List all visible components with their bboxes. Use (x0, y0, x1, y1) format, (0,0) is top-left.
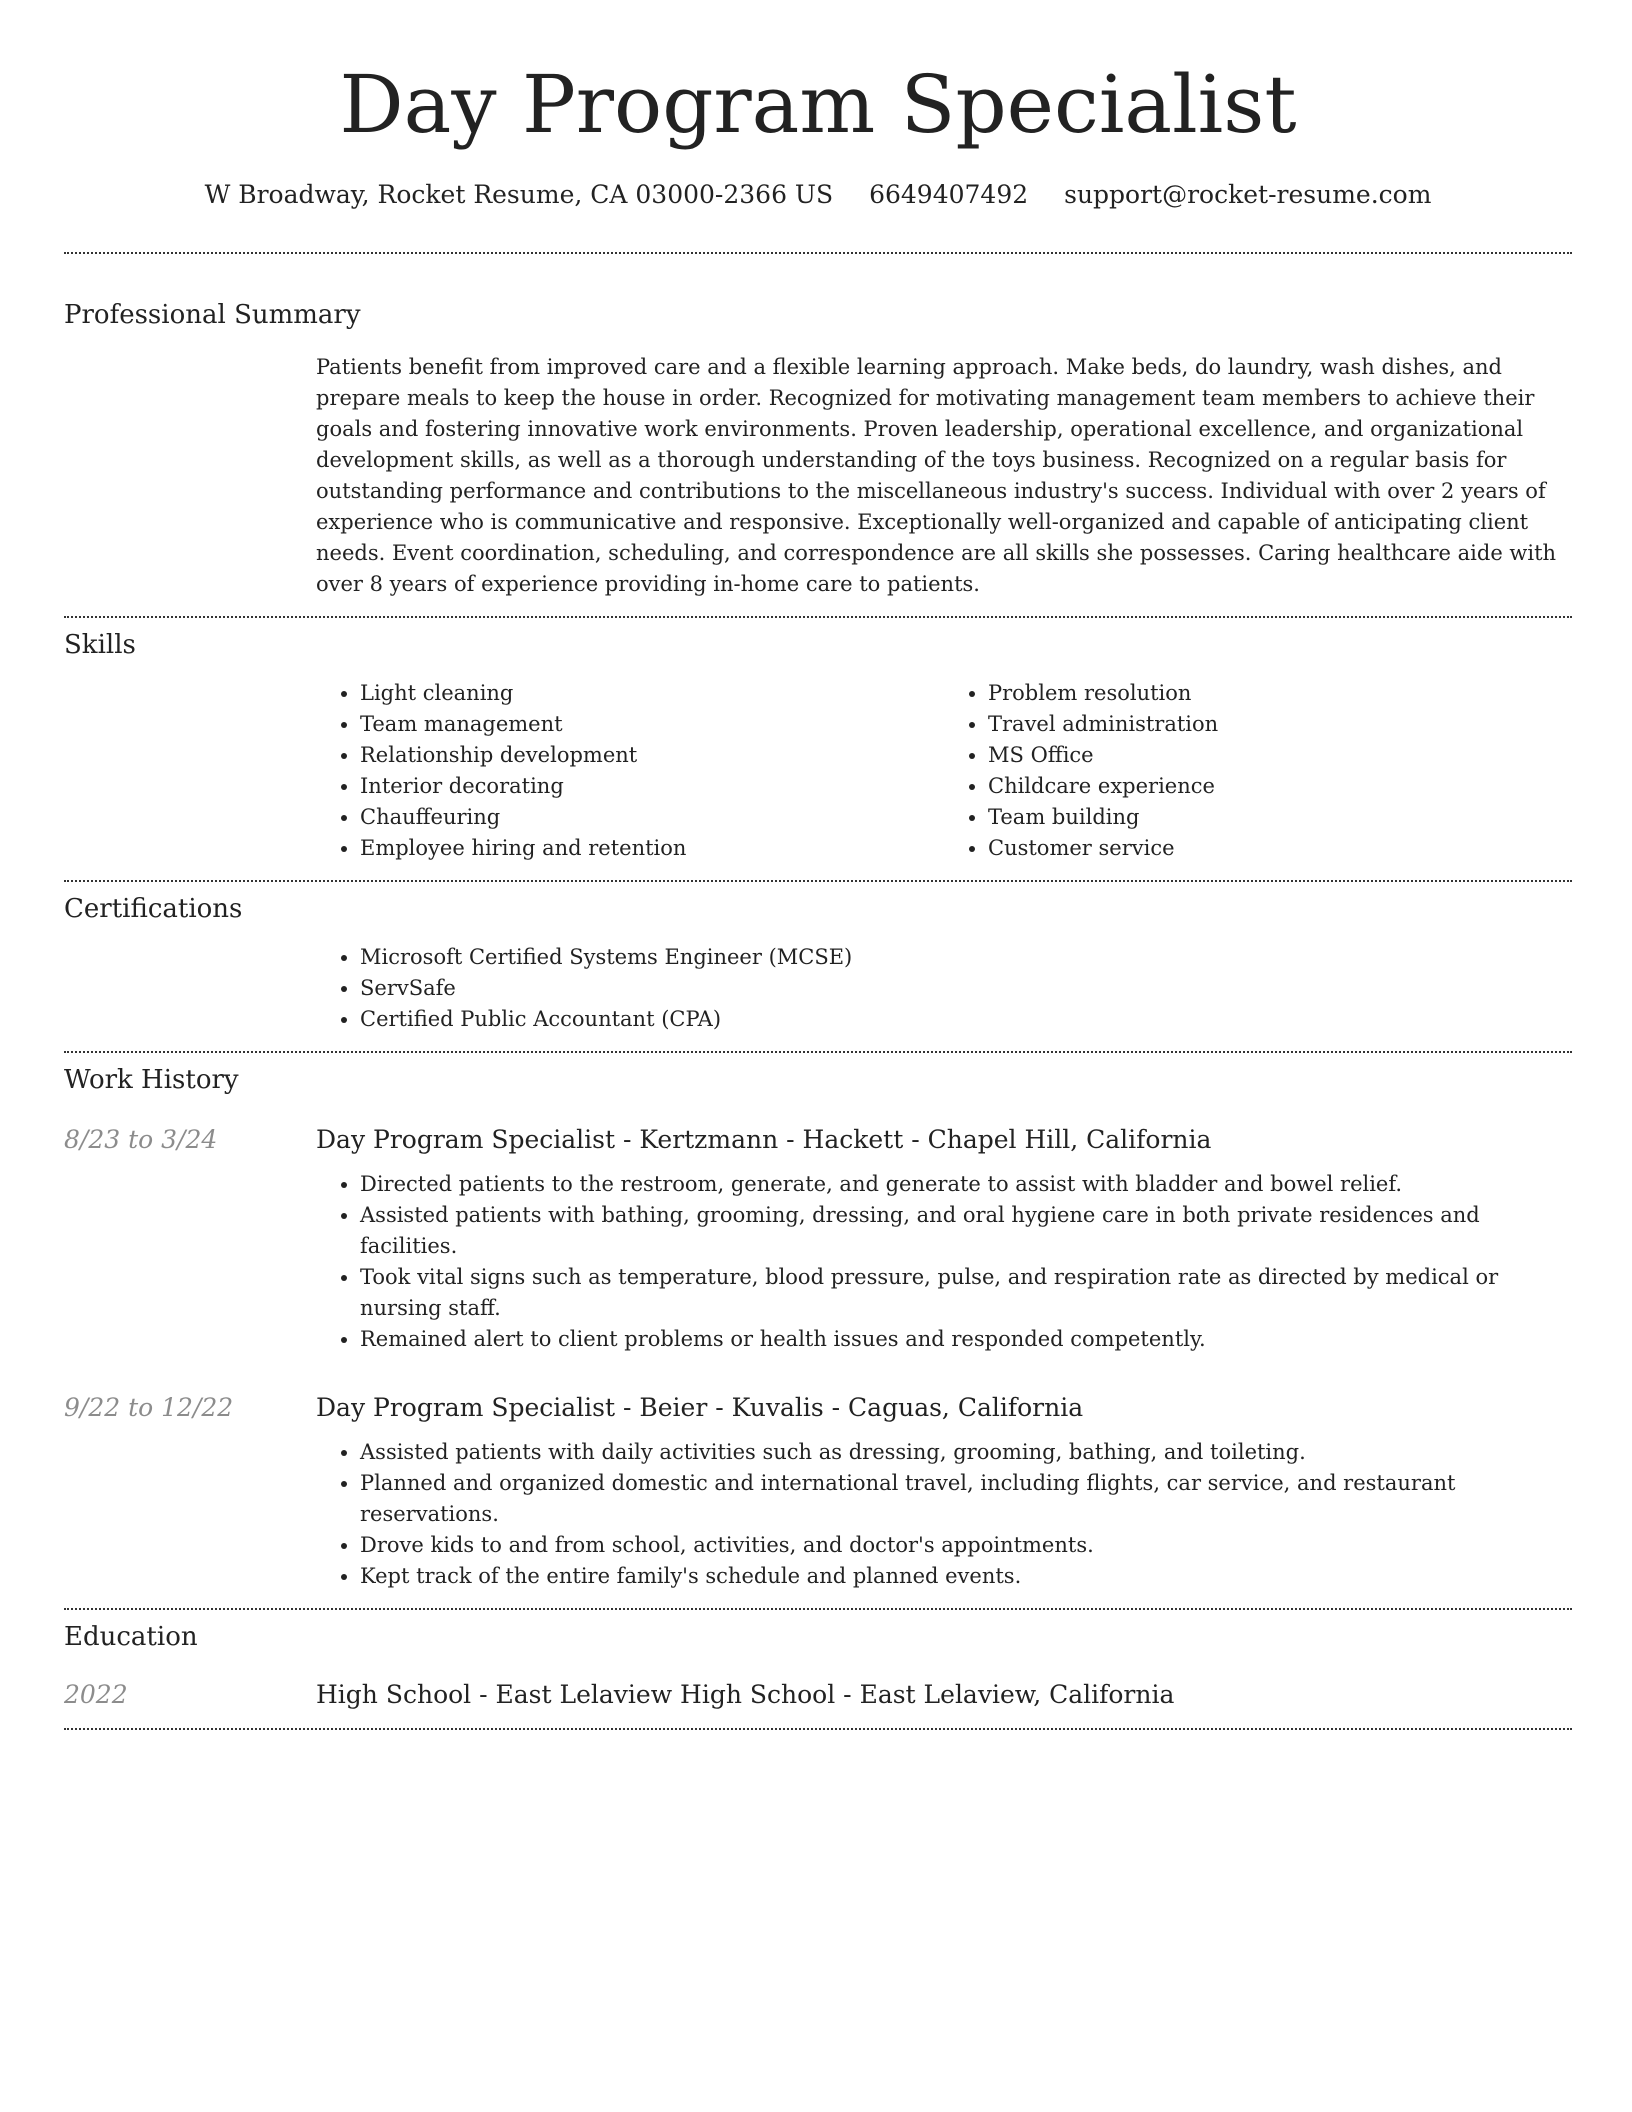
duty-item: • Kept track of the entire family's schedule and planned events. (360, 1561, 1572, 1592)
work-history-section (64, 1053, 1572, 1592)
certification-item: • ServSafe (360, 973, 1572, 1004)
certifications-body (316, 942, 1572, 1035)
certifications-section (64, 882, 1572, 1035)
job-heading: Day Program Specialist - Kertzmann - Hackett - Chapel Hill, California (316, 1125, 1212, 1154)
skills-title: Skills (64, 630, 136, 660)
skill-item: • Travel administration (988, 709, 1572, 740)
education-entry (64, 1678, 1572, 1712)
duty-item: • Assisted patients with daily activities such as dressing, grooming, bathing, and toileting. (360, 1437, 1572, 1468)
skill-item: • Relationship development (360, 740, 944, 771)
job-heading: Day Program Specialist - Beier - Kuvalis - Caguas, California (316, 1393, 1084, 1422)
job-header (64, 1123, 1572, 1157)
education-section (64, 1610, 1572, 1712)
skill-item: • Problem resolution (988, 678, 1572, 709)
jobs-list (64, 1123, 1572, 1592)
job-header (64, 1391, 1572, 1425)
resume-page (64, 0, 1572, 1730)
skill-item: • Team management (360, 709, 944, 740)
certifications-list (316, 942, 1572, 1035)
work-history-title: Work History (64, 1065, 239, 1095)
skills-body (316, 678, 1572, 864)
summary-title: Professional Summary (64, 300, 361, 330)
divider (64, 1728, 1572, 1730)
contact-line (64, 178, 1572, 212)
job-entry (64, 1123, 1572, 1355)
skills-list-right (944, 678, 1572, 864)
duty-item: • Remained alert to client problems or health issues and responded competently. (360, 1324, 1572, 1355)
contact-email: support@rocket-resume.com (1064, 180, 1432, 209)
skills-list-left (316, 678, 944, 864)
skill-item: • Childcare experience (988, 771, 1572, 802)
education-title: Education (64, 1622, 198, 1652)
skill-item: • Interior decorating (360, 771, 944, 802)
skill-item: • Customer service (988, 833, 1572, 864)
summary-body (316, 352, 1572, 600)
duty-item: • Drove kids to and from school, activities, and doctor's appointments. (360, 1530, 1572, 1561)
job-duties (316, 1169, 1572, 1355)
certifications-title: Certifications (64, 894, 243, 924)
skills-columns (316, 678, 1572, 864)
summary-text: Patients benefit from improved care and a flexible learning approach. Make beds, do laundry, wash dishes, and prepare meals to keep the house in order. Recognized for motivating management team members to achieve their goals and fostering innovative work environments. Proven leadership, operational excellence, and organizational development skills, as well as a thorough understanding of the toys business. Recognized on a regular basis for outstanding performance and contributions to the miscellaneous industry's success. Individual with over 2 years of experience who is communicative and responsive. Exceptionally well-organized and capable of anticipating client needs. Event coordination, scheduling, and correspondence are all skills she possesses. Caring healthcare aide with over 8 years of experience providing in-home care to patients. (316, 355, 1557, 596)
certification-item: • Certified Public Accountant (CPA) (360, 1004, 1572, 1035)
duties-list (316, 1437, 1572, 1592)
skills-section (64, 618, 1572, 864)
job-entry (64, 1391, 1572, 1592)
duties-list (316, 1169, 1572, 1355)
job-dates: 9/22 to 12/22 (64, 1393, 234, 1422)
education-date: 2022 (64, 1680, 128, 1709)
contact-address: W Broadway, Rocket Resume, CA 03000-2366 US (204, 180, 834, 209)
skill-item: • Employee hiring and retention (360, 833, 944, 864)
duty-item: • Planned and organized domestic and international travel, including flights, car service, and restaurant reservations. (360, 1468, 1572, 1530)
job-duties (316, 1437, 1572, 1592)
certification-item: • Microsoft Certified Systems Engineer (MCSE) (360, 942, 1572, 973)
skill-item: • MS Office (988, 740, 1572, 771)
summary-section (64, 254, 1572, 600)
contact-phone: 6649407492 (869, 180, 1029, 209)
job-dates: 8/23 to 3/24 (64, 1125, 218, 1154)
duty-item: • Assisted patients with bathing, grooming, dressing, and oral hygiene care in both private residences and facilities. (360, 1200, 1572, 1262)
skill-item: • Light cleaning (360, 678, 944, 709)
duty-item: • Directed patients to the restroom, generate, and generate to assist with bladder and bowel relief. (360, 1169, 1572, 1200)
skill-item: • Chauffeuring (360, 802, 944, 833)
education-heading: High School - East Lelaview High School - East Lelaview, California (316, 1680, 1175, 1709)
candidate-name: Day Program Specialist (339, 58, 1297, 151)
duty-item: • Took vital signs such as temperature, blood pressure, pulse, and respiration rate as directed by medical or nursing staff. (360, 1262, 1572, 1324)
skill-item: • Team building (988, 802, 1572, 833)
